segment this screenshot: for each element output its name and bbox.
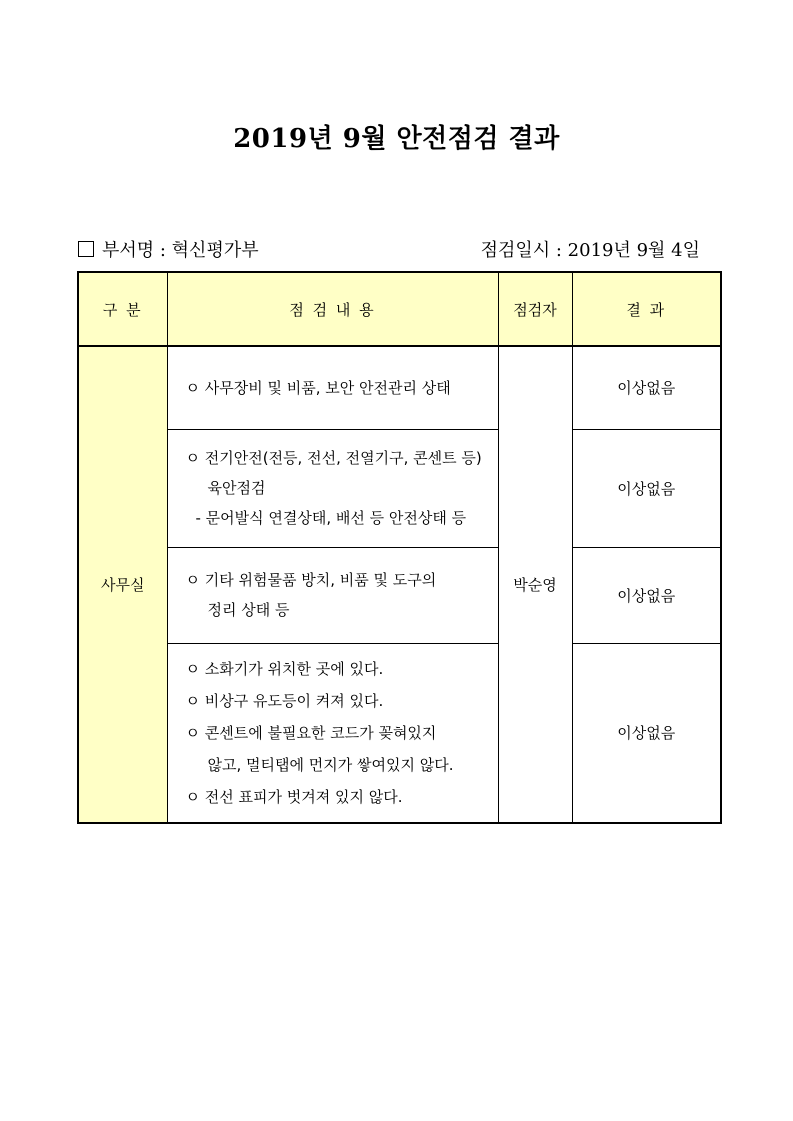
content-line: ㅇ 콘센트에 불필요한 코드가 꽂혀있지 [185,723,437,742]
category-cell: 사무실 [78,346,167,823]
table-row [78,346,721,429]
checkbox-icon [78,241,94,257]
content-line: 육안점검 [207,479,266,497]
content-cell [167,346,498,429]
content-line: ㅇ 비상구 유도등이 켜져 있다. [185,691,384,710]
header-result: 결 과 [572,272,721,346]
meta-row [78,236,720,262]
department-label: 부서명 : 혁신평가부 [102,240,259,261]
content-cell [167,547,498,643]
content-line: ㅇ 소화기가 위치한 곳에 있다. [185,659,384,678]
table-row [78,643,721,823]
content-line: ㅇ 전선 표피가 벗겨져 있지 않다. [185,787,403,806]
inspector-cell: 박순영 [498,346,572,823]
table-row [78,547,721,643]
content-line: ㅇ 전기안전(전등, 전선, 전열기구, 콘센트 등) [185,449,482,467]
content-cell [167,429,498,547]
result-cell: 이상없음 [572,547,721,643]
inspection-table [77,271,722,824]
content-line: - 문어발식 연결상태, 배선 등 안전상태 등 [195,509,467,527]
page-title: 2019년 9월 안전점검 결과 [233,124,560,154]
result-cell: 이상없음 [572,643,721,823]
header-inspector: 점검자 [498,272,572,346]
result-cell: 이상없음 [572,346,721,429]
header-content: 점 검 내 용 [167,272,498,346]
content-line: ㅇ 사무장비 및 비품, 보안 안전관리 상태 [185,378,451,397]
inspection-date: 점검일시 : 2019년 9월 4일 [480,240,700,261]
result-cell: 이상없음 [572,429,721,547]
content-cell [167,643,498,823]
table-row [78,429,721,547]
table-header-row [78,272,721,346]
content-line: ㅇ 기타 위험물품 방치, 비품 및 도구의 [185,571,437,589]
content-line: 정리 상태 등 [207,601,290,619]
header-category: 구 분 [78,272,167,346]
department-line [78,236,259,262]
content-line: 않고, 멀티탭에 먼지가 쌓여있지 않다. [207,755,454,774]
